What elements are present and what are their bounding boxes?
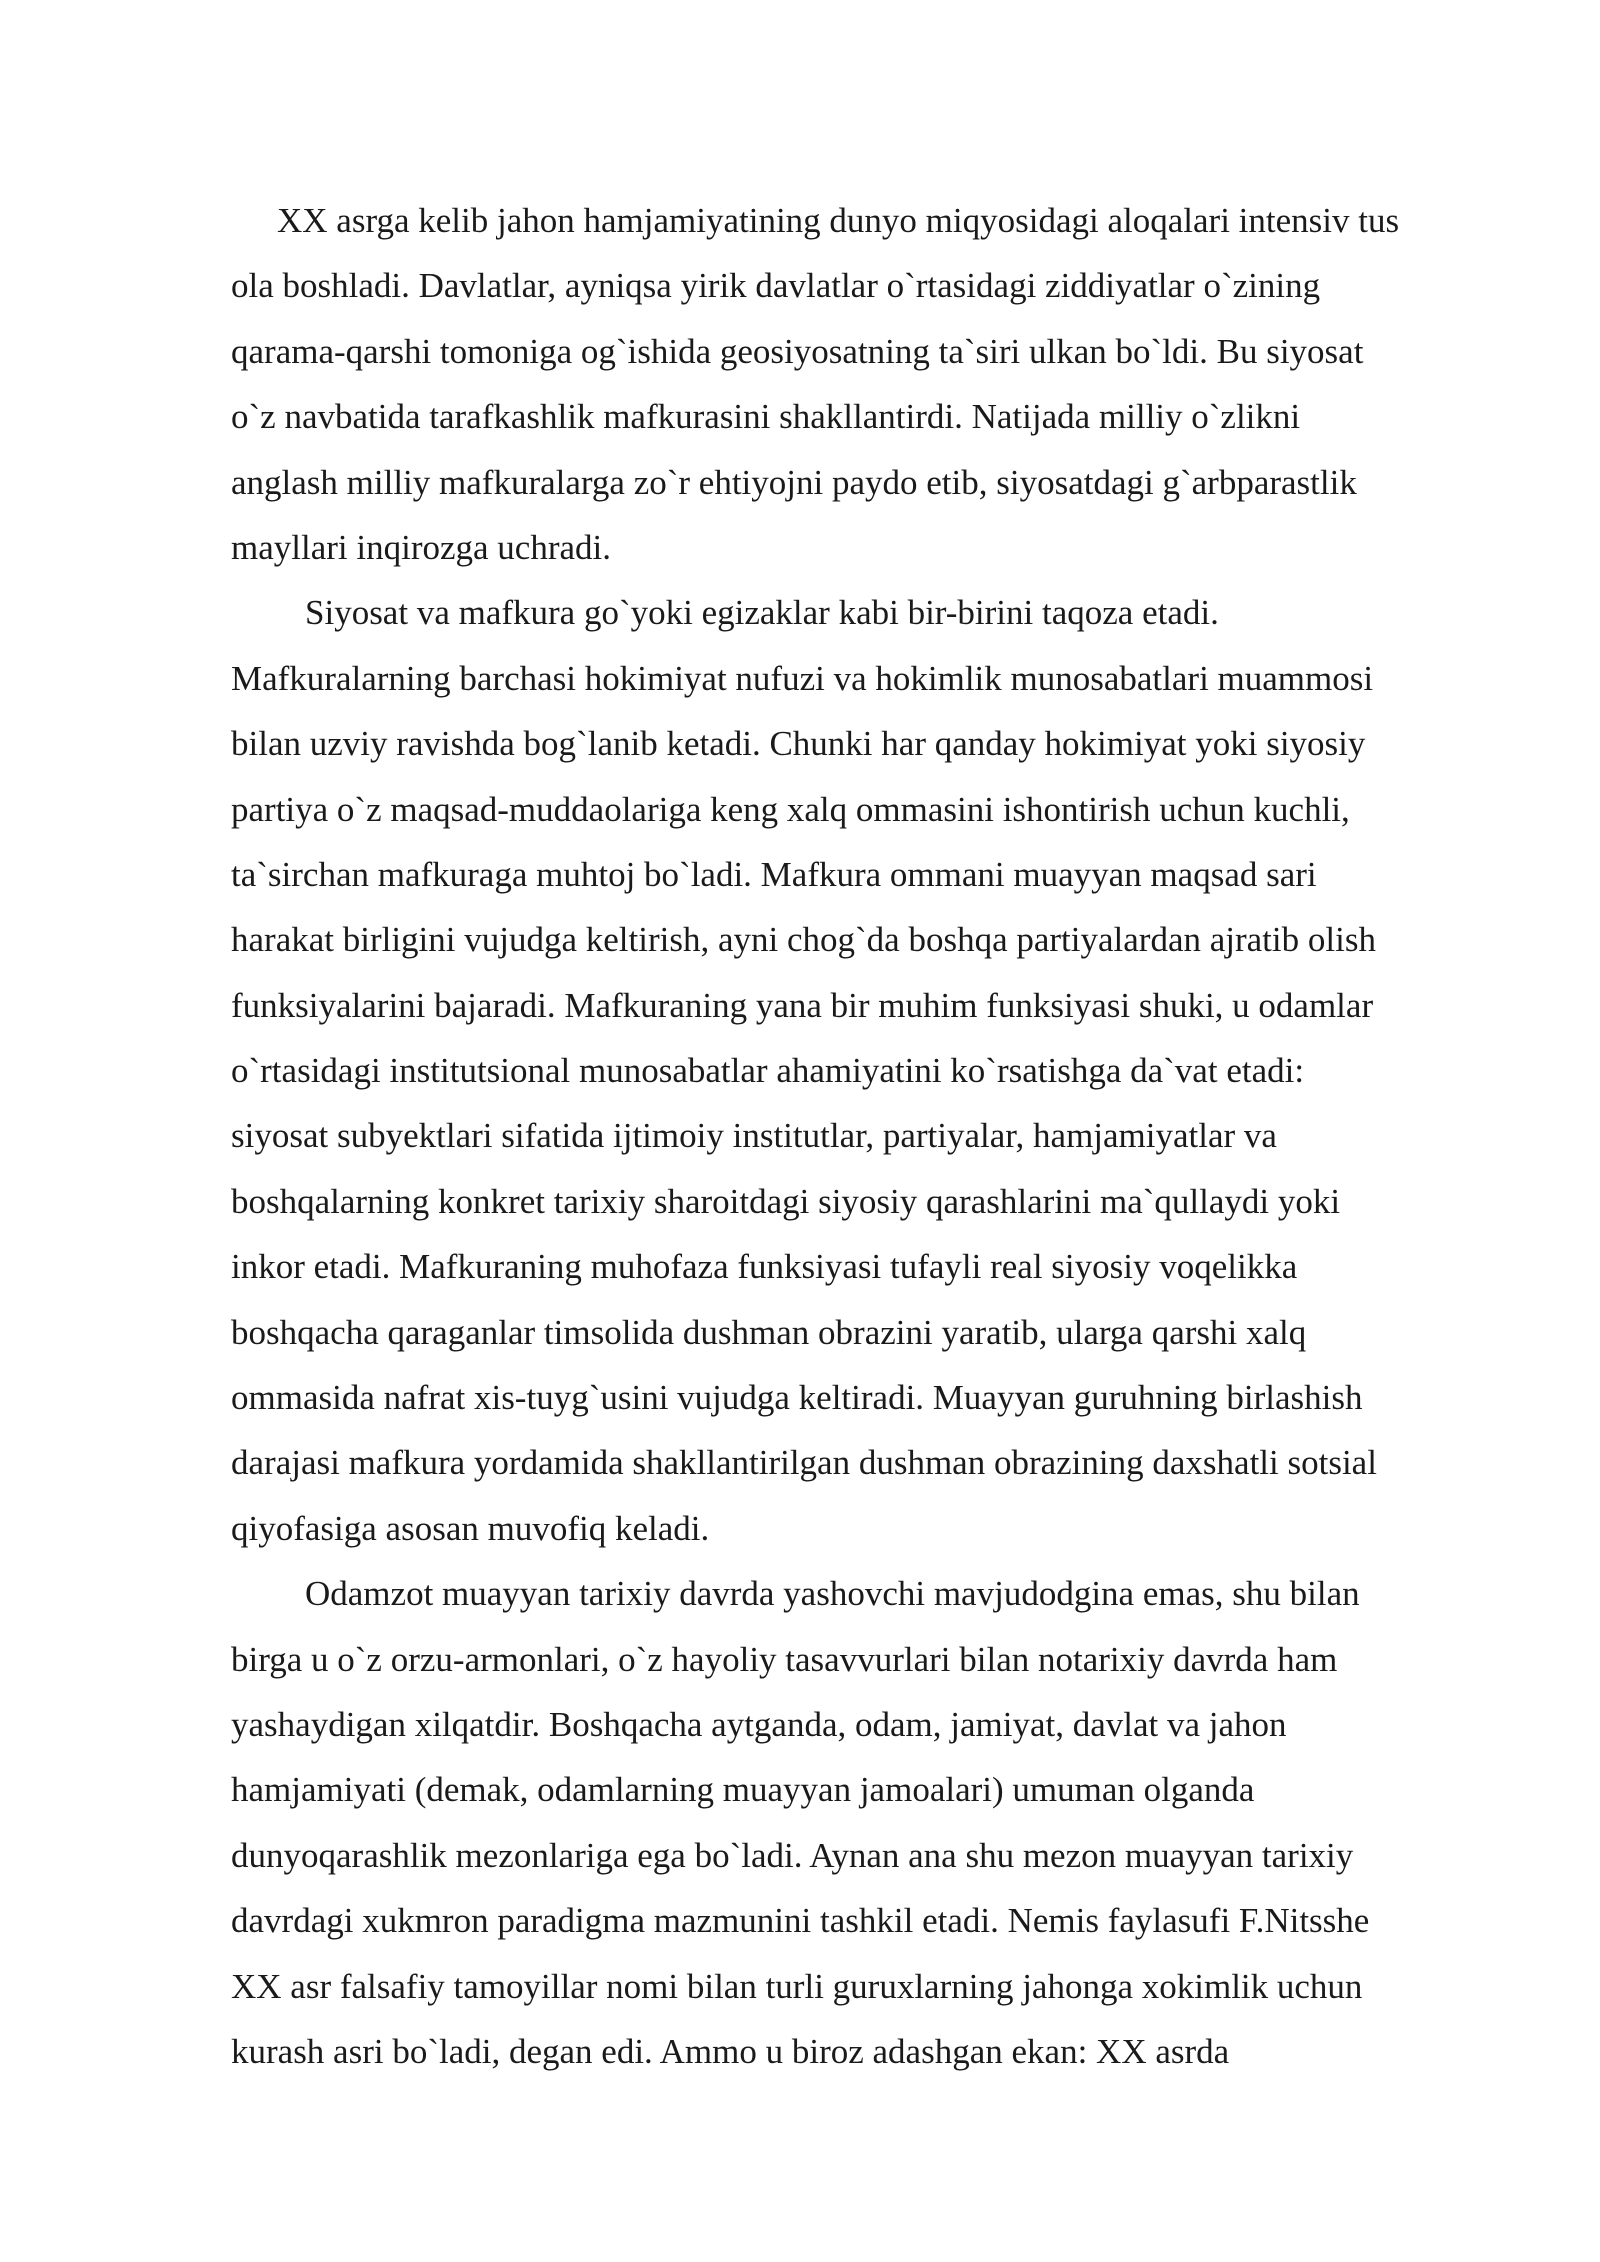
text-line: XX asrga kelib jahon hamjamiyatining dunyo miqyosidagi aloqalari intensiv tus xyxy=(277,201,1400,240)
text-line: Mafkuralarning barchasi hokimiyat nufuzi va hokimlik munosabatlari muammosi xyxy=(231,658,1374,698)
text-line: bilan uzviy ravishda bog`lanib ketadi. Chunki har qanday hokimiyat yoki siyosiy xyxy=(231,724,1366,764)
text-line: ola boshladi. Davlatlar, ayniqsa yirik davlatlar o`rtasidagi ziddiyatlar o`zining xyxy=(231,266,1321,306)
text-line: qarama-qarshi tomoniga og`ishida geosiyosatning ta`siri ulkan bo`ldi. Bu siyosat xyxy=(231,331,1364,371)
text-line: o`z navbatida tarafkashlik mafkurasini shakllantirdi. Natijada milliy o`zlikni xyxy=(231,397,1301,437)
text-line: darajasi mafkura yordamida shakllantirilgan dushman obrazining daxshatli sotsial xyxy=(231,1443,1377,1483)
text-line: hamjamiyati (demak, odamlarning muayyan jamoalari) umuman olganda xyxy=(231,1770,1255,1810)
text-line: yashaydigan xilqatdir. Boshqacha aytganda, odam, jamiyat, davlat va jahon xyxy=(231,1704,1287,1744)
text-line: Siyosat va mafkura go`yoki egizaklar kabi bir-birini taqoza etadi. xyxy=(305,593,1219,633)
text-line: ommasida nafrat xis-tuyg`usini vujudga keltiradi. Muayyan guruhning birlashish xyxy=(231,1378,1363,1418)
text-line: inkor etadi. Mafkuraning muhofaza funksiyasi tufayli real siyosiy voqelikka xyxy=(231,1247,1298,1287)
text-line: siyosat subyektlari sifatida ijtimoiy institutlar, partiyalar, hamjamiyatlar va xyxy=(231,1116,1277,1156)
text-line: funksiyalarini bajaradi. Mafkuraning yana bir muhim funksiyasi shuki, u odamlar xyxy=(231,985,1374,1025)
text-line: mayllari inqirozga uchradi. xyxy=(231,527,611,567)
text-line: dunyoqarashlik mezonlariga ega bo`ladi. Aynan ana shu mezon muayyan tarixiy xyxy=(231,1835,1354,1875)
text-line: Odamzot muayyan tarixiy davrda yashovchi mavjudodgina emas, shu bilan xyxy=(305,1574,1360,1614)
text-line: boshqalarning konkret tarixiy sharoitdagi siyosiy qarashlarini ma`qullaydi yoki xyxy=(231,1181,1341,1221)
paragraph-3 xyxy=(231,1561,1501,2084)
text-line: qiyofasiga asosan muvofiq keladi. xyxy=(231,1508,710,1548)
paragraph-2 xyxy=(231,580,1501,1561)
paragraph-1 xyxy=(231,188,1501,580)
text-line: harakat birligini vujudga keltirish, ayni chog`da boshqa partiyalardan ajratib olish xyxy=(231,920,1376,960)
text-line: XX asr falsafiy tamoyillar nomi bilan turli guruxlarning jahonga xokimlik uchun xyxy=(231,1966,1363,2006)
text-line: ta`sirchan mafkuraga muhtoj bo`ladi. Mafkura ommani muayyan maqsad sari xyxy=(231,854,1317,894)
text-line: birga u o`z orzu-armonlari, o`z hayoliy tasavvurlari bilan notarixiy davrda ham xyxy=(231,1639,1338,1679)
body-text xyxy=(231,188,1501,2084)
text-line: kurash asri bo`ladi, degan edi. Ammo u biroz adashgan ekan: XX asrda xyxy=(231,2031,1230,2071)
text-line: partiya o`z maqsad-muddaolariga keng xalq ommasini ishontirish uchun kuchli, xyxy=(231,789,1350,829)
text-line: boshqacha qaraganlar timsolida dushman obrazini yaratib, ularga qarshi xalq xyxy=(231,1312,1307,1352)
text-line: anglash milliy mafkuralarga zo`r ehtiyojni paydo etib, siyosatdagi g`arbparastlik xyxy=(231,462,1357,502)
text-line: o`rtasidagi institutsional munosabatlar ahamiyatini ko`rsatishga da`vat etadi: xyxy=(231,1051,1305,1091)
text-line: davrdagi xukmron paradigma mazmunini tashkil etadi. Nemis faylasufi F.Nitsshe xyxy=(231,1901,1370,1941)
